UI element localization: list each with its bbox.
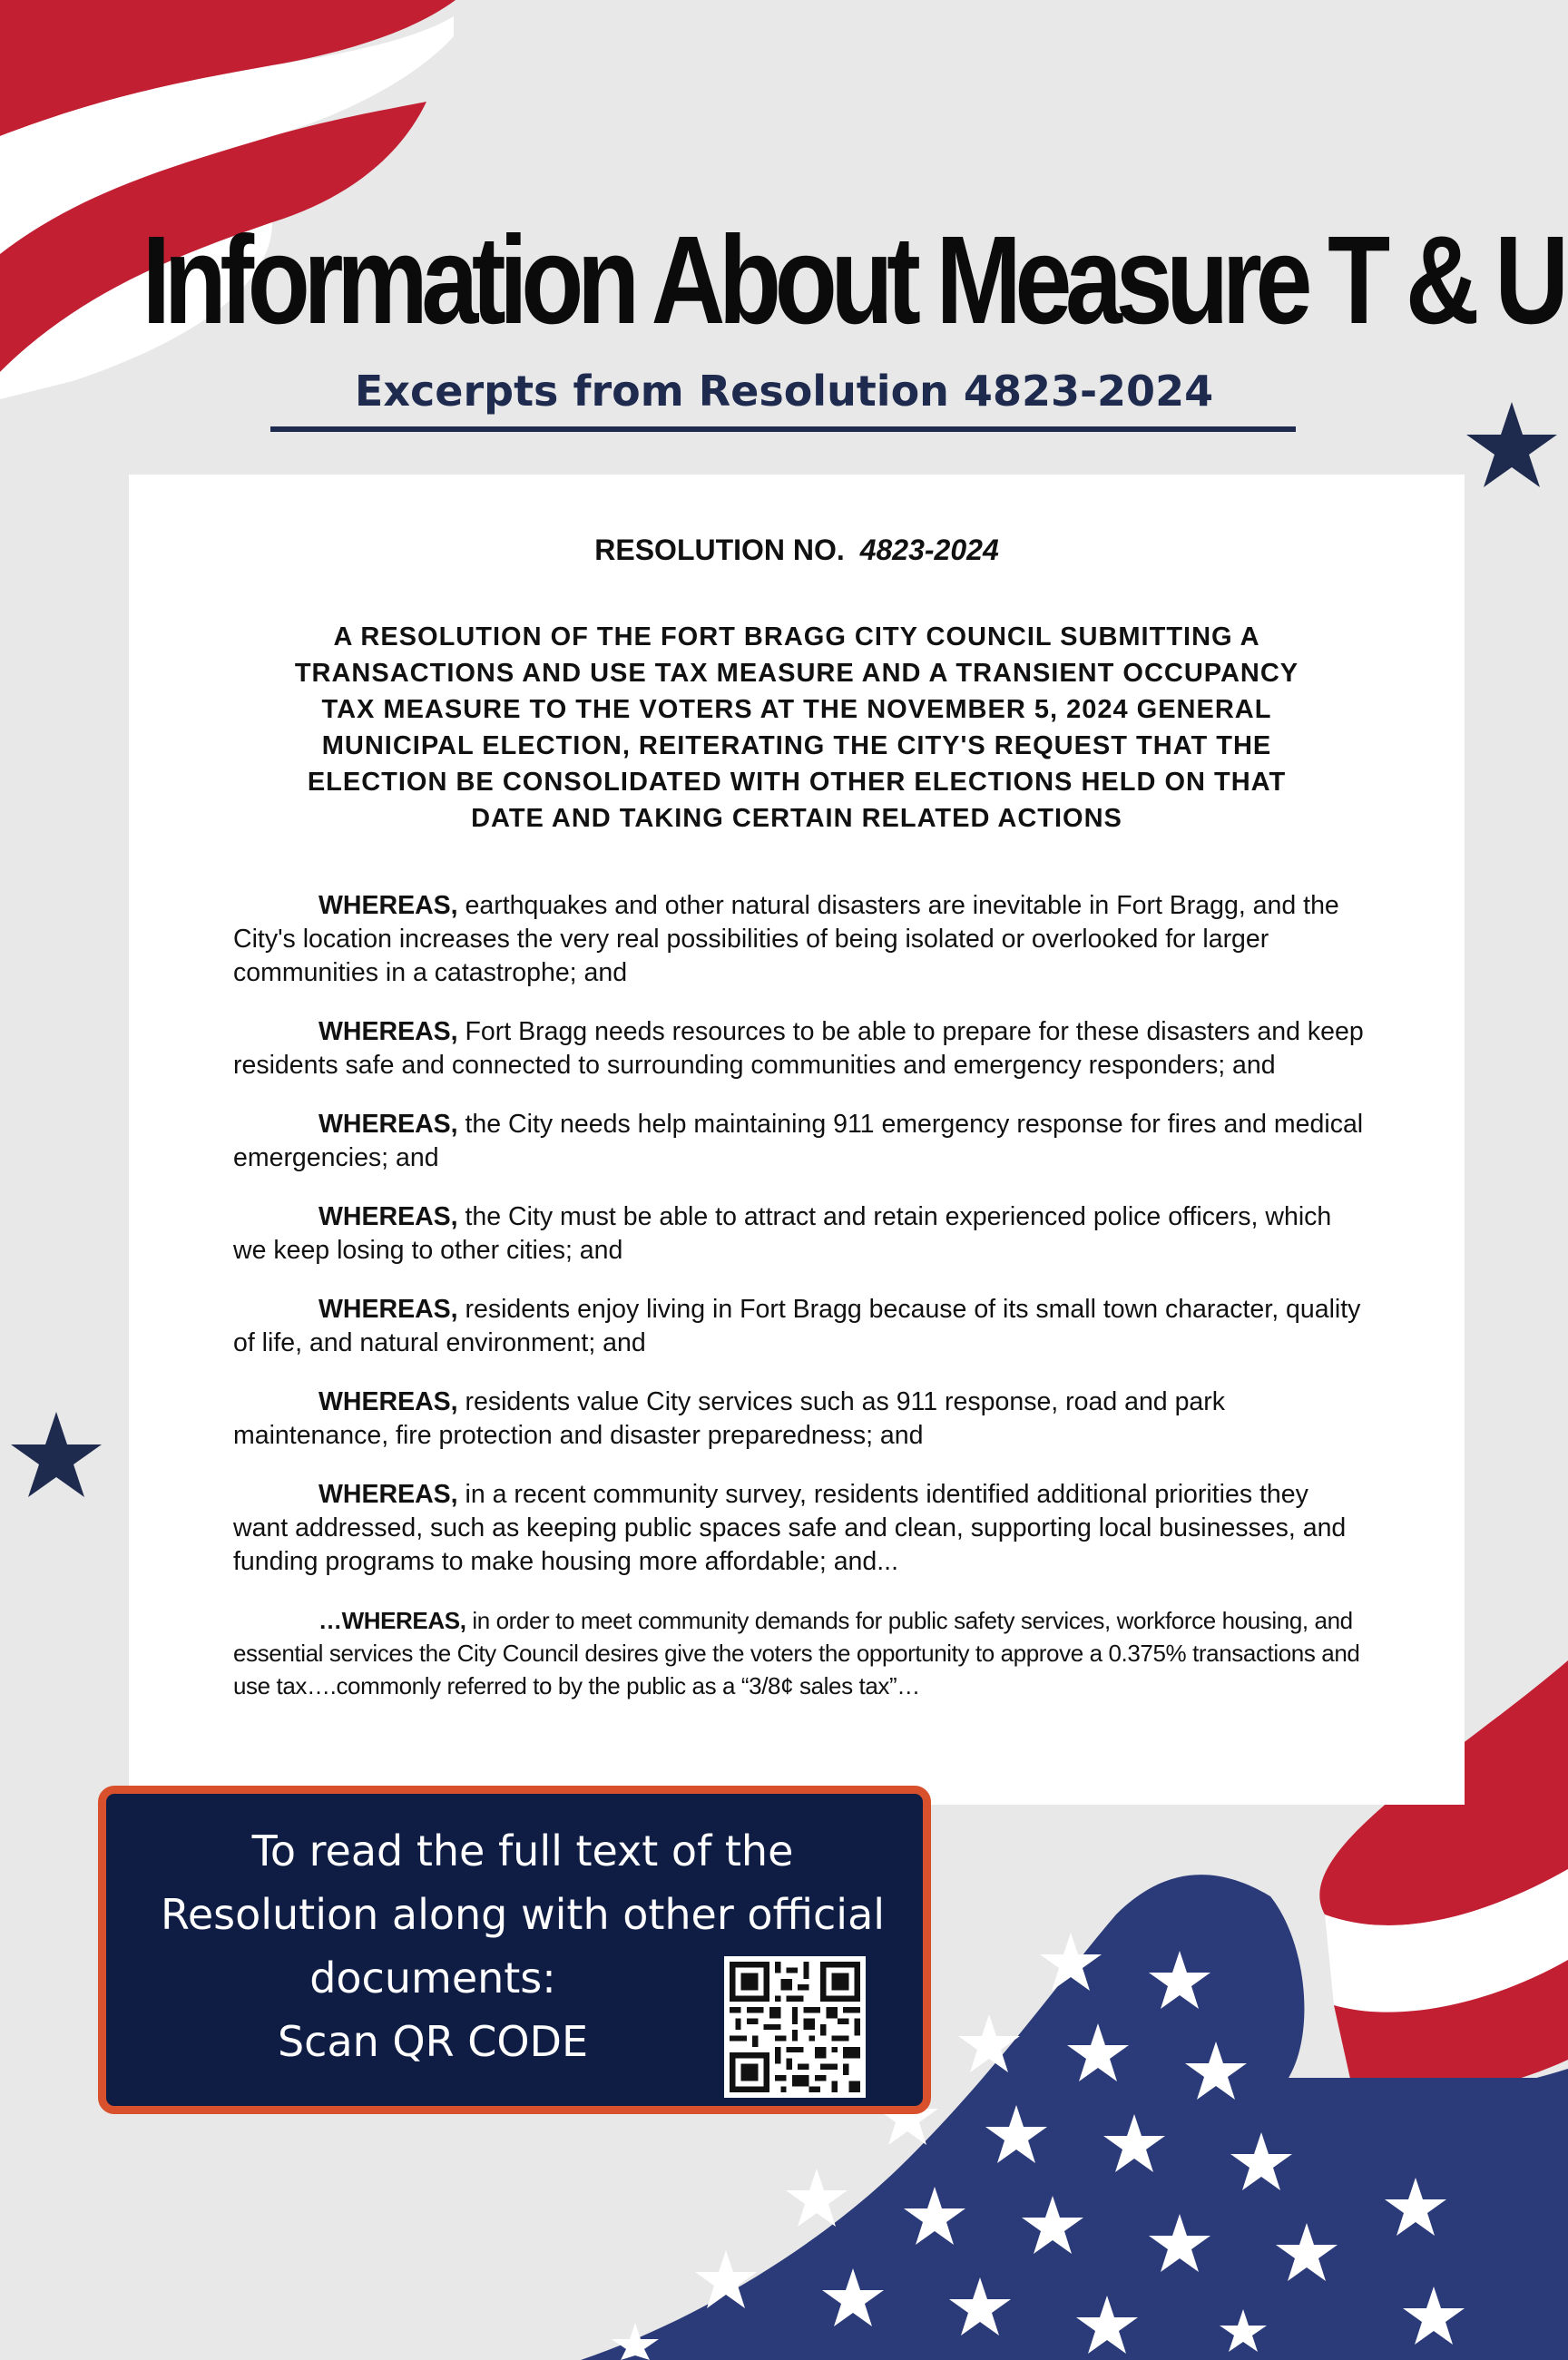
clause-text: earthquakes and other natural disasters are inevitable in Fort Bragg, and the City's location increases the very real possibilities of being isolated or overlooked for larger communities in a catastrophe; and [233, 891, 1339, 987]
clause-keyword: WHEREAS, [318, 891, 458, 920]
resolution-label: RESOLUTION NO. [594, 534, 845, 566]
resolution-title-line: A RESOLUTION OF THE FORT BRAGG CITY COUNCIL SUBMITTING A [333, 622, 1260, 651]
clause-text: the City needs help maintaining 911 emergency response for fires and medical emergencies; and [233, 1110, 1364, 1172]
resolution-title [227, 619, 1367, 837]
qr-code-icon [724, 1956, 866, 2098]
callout-line: Resolution along with other official [160, 1890, 886, 1939]
clause-keyword: WHEREAS, [318, 1480, 458, 1509]
resolution-title-line: TRANSACTIONS AND USE TAX MEASURE AND A TRANSIENT OCCUPANCY [294, 659, 1299, 688]
whereas-clause [233, 1293, 1367, 1360]
clause-text: in order to meet community demands for public safety services, workforce housing, and essential services the City Council desires give the voters the opportunity to approve a 0.375% transactions and use tax….commonly referred to by the public as a “3/8¢ sales tax”… [233, 1607, 1360, 1699]
whereas-clause [233, 1015, 1367, 1082]
clause-keyword: WHEREAS, [318, 1202, 458, 1231]
clause-text: residents enjoy living in Fort Bragg because of its small town character, quality of life, and natural environment; and [233, 1295, 1361, 1357]
callout-line: To read the full text of the [251, 1826, 794, 1875]
clause-keyword: WHEREAS, [318, 1110, 458, 1139]
resolution-title-line: DATE AND TAKING CERTAIN RELATED ACTIONS [471, 804, 1122, 833]
whereas-clause [233, 1200, 1367, 1268]
whereas-clause [233, 1478, 1367, 1579]
star-icon-right [1466, 402, 1557, 487]
resolution-title-line: ELECTION BE CONSOLIDATED WITH OTHER ELECTIONS HELD ON THAT [307, 768, 1287, 797]
resolution-number-heading [129, 534, 1465, 567]
page-title: Information About Measure T & U [142, 211, 1563, 350]
resolution-title-line: TAX MEASURE TO THE VOTERS AT THE NOVEMBER 5, 2024 GENERAL [321, 695, 1272, 724]
subtitle-underline [270, 426, 1296, 432]
clause-keyword: WHEREAS, [318, 1387, 458, 1416]
qr-code[interactable] [724, 1956, 866, 2098]
whereas-clauses [233, 889, 1367, 1728]
clause-text: residents value City services such as 911 response, road and park maintenance, fire protection and disaster preparedness; and [233, 1387, 1226, 1450]
whereas-clause [233, 1604, 1367, 1702]
clause-keyword: WHEREAS, [318, 1295, 458, 1324]
clause-keyword: …WHEREAS, [318, 1607, 466, 1634]
whereas-clause [233, 1386, 1367, 1453]
callout-line: documents: [309, 1954, 556, 2003]
clause-text: the City must be able to attract and retain experienced police officers, which we keep losing to other cities; and [233, 1202, 1332, 1265]
resolution-number: 4823-2024 [859, 534, 999, 566]
clause-text: in a recent community survey, residents identified additional priorities they want addressed, such as keeping public spaces safe and clean, supporting local businesses, and funding programs to make housing more affordable; and... [233, 1480, 1347, 1576]
star-icon-left [11, 1412, 102, 1497]
page-subtitle: Excerpts from Resolution 4823-2024 [354, 367, 1214, 416]
resolution-title-line: MUNICIPAL ELECTION, REITERATING THE CITY'S REQUEST THAT THE [321, 731, 1272, 760]
whereas-clause [233, 889, 1367, 990]
whereas-clause [233, 1108, 1367, 1175]
callout-line: Scan QR CODE [277, 2017, 589, 2066]
clause-keyword: WHEREAS, [318, 1017, 458, 1046]
clause-text: Fort Bragg needs resources to be able to prepare for these disasters and keep residents safe and connected to surrounding communities and emergency responders; and [233, 1017, 1364, 1080]
